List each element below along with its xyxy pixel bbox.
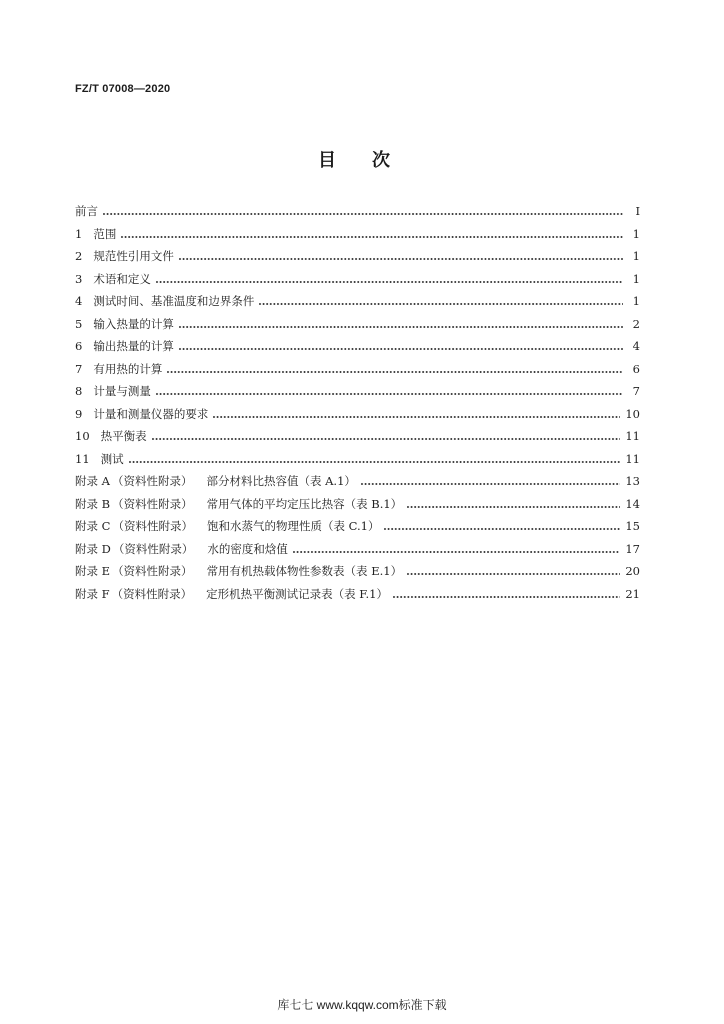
toc-annex-note: （资料性附录） bbox=[112, 541, 194, 556]
toc-number: 2 bbox=[75, 249, 83, 263]
toc-label: 规范性引用文件 bbox=[93, 249, 174, 263]
toc-label: 部分材料比热容值（表 A.1） bbox=[206, 474, 356, 488]
toc-label: 水的密度和焓值 bbox=[207, 541, 288, 556]
toc-label: 输出热量的计算 bbox=[93, 339, 174, 353]
toc-page-number: 17 bbox=[625, 541, 640, 556]
toc-page-number: Ⅰ bbox=[635, 204, 640, 218]
toc-entry bbox=[75, 496, 640, 519]
toc-number: 3 bbox=[75, 271, 83, 286]
toc-dot-leader bbox=[129, 461, 621, 463]
toc-page-number: 21 bbox=[625, 586, 640, 601]
toc-number: 10 bbox=[75, 429, 90, 443]
toc-page-number: 11 bbox=[625, 451, 640, 466]
toc-dot-leader bbox=[121, 236, 623, 238]
toc-dot-leader bbox=[407, 506, 620, 508]
table-of-contents bbox=[75, 203, 640, 608]
toc-entry bbox=[75, 541, 640, 564]
toc-annex-number: 附录 A bbox=[75, 474, 110, 488]
toc-annex-number: 附录 E bbox=[75, 564, 111, 578]
toc-entry bbox=[75, 271, 640, 294]
toc-dot-leader bbox=[156, 281, 623, 283]
toc-page-number: 2 bbox=[632, 316, 640, 331]
toc-dot-leader bbox=[213, 416, 620, 418]
toc-page-number: 1 bbox=[632, 226, 640, 241]
toc-annex-number: 附录 F bbox=[75, 586, 110, 601]
toc-dot-leader bbox=[361, 483, 620, 485]
toc-annex-note: （资料性附录） bbox=[112, 496, 193, 511]
toc-dot-leader bbox=[103, 213, 623, 215]
toc-dot-leader bbox=[179, 326, 623, 328]
toc-label: 测试时间、基准温度和边界条件 bbox=[93, 294, 255, 308]
toc-dot-leader bbox=[152, 438, 621, 440]
toc-annex-note: （资料性附录） bbox=[112, 519, 193, 533]
toc-label: 计量和测量仪器的要求 bbox=[93, 406, 209, 421]
toc-page-number: 1 bbox=[632, 271, 640, 286]
toc-label: 常用有机热载体物性参数表（表 E.1） bbox=[206, 564, 403, 578]
toc-dot-leader bbox=[179, 348, 623, 350]
toc-entry bbox=[75, 518, 640, 541]
toc-dot-leader bbox=[179, 258, 623, 260]
toc-page-number: 14 bbox=[625, 496, 640, 511]
toc-entry bbox=[75, 586, 640, 609]
toc-page-number: 13 bbox=[625, 474, 640, 488]
toc-entry bbox=[75, 451, 640, 474]
toc-entry bbox=[75, 293, 640, 316]
toc-entry bbox=[75, 406, 640, 429]
toc-annex-number: 附录 D bbox=[75, 541, 111, 556]
toc-label: 有用热的计算 bbox=[93, 361, 163, 376]
toc-entry bbox=[75, 316, 640, 339]
standard-code: FZ/T 07008—2020 bbox=[75, 83, 171, 95]
toc-page-number: 11 bbox=[625, 429, 640, 443]
toc-entry bbox=[75, 473, 640, 496]
toc-label: 计量与测量 bbox=[93, 384, 151, 398]
toc-page-number: 20 bbox=[625, 564, 640, 578]
toc-entry bbox=[75, 428, 640, 451]
toc-number: 6 bbox=[75, 339, 83, 353]
toc-entry bbox=[75, 383, 640, 406]
toc-annex-number: 附录 B bbox=[75, 496, 111, 511]
toc-label: 定形机热平衡测试记录表（表 F.1） bbox=[206, 586, 388, 601]
toc-label: 测试 bbox=[100, 451, 124, 466]
toc-number: 1 bbox=[75, 226, 83, 241]
toc-entry bbox=[75, 338, 640, 361]
toc-page-number: 7 bbox=[632, 384, 640, 398]
toc-annex-note: （资料性附录） bbox=[112, 564, 193, 578]
toc-entry bbox=[75, 563, 640, 586]
toc-label: 输入热量的计算 bbox=[93, 316, 174, 331]
toc-page-number: 10 bbox=[625, 406, 640, 421]
toc-dot-leader bbox=[156, 393, 623, 395]
toc-number: 5 bbox=[75, 316, 83, 331]
toc-dot-leader bbox=[259, 303, 623, 305]
toc-entry bbox=[75, 203, 640, 226]
toc-dot-leader bbox=[407, 573, 620, 575]
toc-dot-leader bbox=[293, 551, 620, 553]
toc-annex-note: （资料性附录） bbox=[111, 586, 193, 601]
toc-number: 8 bbox=[75, 384, 83, 398]
toc-label: 热平衡表 bbox=[100, 429, 147, 443]
toc-page-number: 6 bbox=[632, 361, 640, 376]
toc-label: 前言 bbox=[75, 204, 98, 218]
toc-number: 11 bbox=[75, 451, 90, 466]
toc-dot-leader bbox=[393, 596, 620, 598]
toc-label: 范围 bbox=[93, 226, 117, 241]
toc-page-number: 1 bbox=[632, 249, 640, 263]
toc-number: 7 bbox=[75, 361, 83, 376]
toc-page-number: 4 bbox=[632, 339, 640, 353]
toc-dot-leader bbox=[167, 371, 623, 373]
toc-annex-number: 附录 C bbox=[75, 519, 111, 533]
toc-dot-leader bbox=[384, 528, 620, 530]
page-title: 目 次 bbox=[318, 150, 390, 171]
toc-entry bbox=[75, 226, 640, 249]
toc-page-number: 15 bbox=[625, 519, 640, 533]
toc-page-number: 1 bbox=[632, 294, 640, 308]
toc-label: 术语和定义 bbox=[93, 271, 151, 286]
toc-number: 9 bbox=[75, 406, 83, 421]
toc-entry bbox=[75, 361, 640, 384]
toc-label: 常用气体的平均定压比热容（表 B.1） bbox=[206, 496, 403, 511]
toc-label: 饱和水蒸气的物理性质（表 C.1） bbox=[206, 519, 380, 533]
toc-number: 4 bbox=[75, 294, 83, 308]
footer-watermark: 库七七 www.kqqw.com标准下载 bbox=[277, 998, 447, 1012]
toc-annex-note: （资料性附录） bbox=[111, 474, 193, 488]
toc-entry bbox=[75, 248, 640, 271]
